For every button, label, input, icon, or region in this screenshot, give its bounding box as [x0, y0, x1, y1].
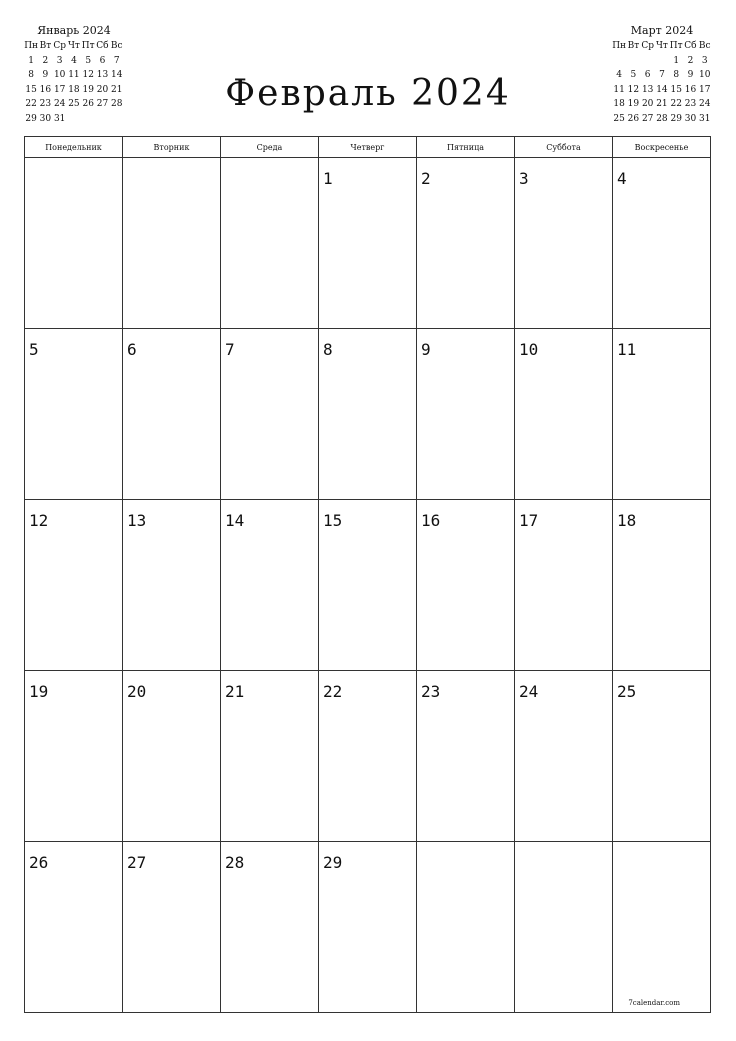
mini-day: 9: [42, 70, 49, 80]
mini-day: 19: [627, 99, 640, 109]
mini-day: [626, 54, 640, 69]
day-cell: [319, 329, 417, 500]
day-cell: [123, 329, 221, 500]
mini-day: 12: [627, 84, 640, 95]
mini-day: 15: [25, 84, 37, 95]
mini-day: 28: [111, 99, 123, 109]
mini-day: 2: [42, 55, 49, 66]
day-cell: [25, 842, 123, 1013]
day-number: 23: [421, 682, 441, 701]
day-cell: [515, 671, 613, 842]
day-number: 15: [323, 511, 343, 530]
mini-day: 20: [96, 84, 109, 95]
mini-day: 28: [656, 113, 668, 124]
day-cell: [25, 500, 123, 671]
mini-day: 26: [82, 99, 94, 109]
mini-weekday-label: Пт: [81, 41, 95, 51]
calendar-week-row: [25, 329, 711, 500]
mini-day: 14: [111, 70, 123, 80]
mini-day: 18: [68, 84, 80, 95]
day-cell: [613, 671, 711, 842]
mini-day: 23: [39, 99, 52, 109]
day-number: 19: [29, 682, 49, 701]
mini-day: 27: [96, 99, 109, 109]
mini-weekday-label: Пт: [669, 41, 683, 51]
footer-credit: 7calendar.com: [628, 999, 680, 1007]
day-cell: [319, 158, 417, 329]
day-cell: [123, 500, 221, 671]
mini-day: 5: [85, 55, 92, 66]
mini-day: 21: [111, 84, 123, 95]
mini-calendar-grid: [24, 39, 124, 126]
mini-day: 24: [53, 99, 66, 109]
mini-weekday-label: Сб: [684, 41, 697, 51]
mini-day: [95, 112, 109, 127]
day-number: 25: [617, 682, 637, 701]
day-number: [25, 158, 122, 169]
mini-day: 18: [613, 99, 625, 109]
day-number: 24: [519, 682, 539, 701]
mini-day: 20: [641, 99, 654, 109]
day-number: 3: [519, 169, 529, 188]
weekday-header-sun: Воскресенье: [613, 137, 711, 158]
mini-day: 3: [56, 55, 63, 66]
mini-day: [641, 54, 655, 69]
day-number: 29: [323, 853, 343, 872]
mini-day: 10: [699, 70, 711, 80]
day-number: 9: [421, 340, 431, 359]
mini-day: 17: [699, 84, 711, 95]
day-cell: [221, 842, 319, 1013]
calendar-week-row: [25, 158, 711, 329]
mini-day: [612, 54, 626, 69]
day-cell: [417, 671, 515, 842]
mini-day: 1: [673, 55, 680, 66]
calendar-week-row: [25, 671, 711, 842]
day-cell: [123, 671, 221, 842]
day-number: 1: [323, 169, 333, 188]
mini-day: 2: [687, 55, 694, 66]
mini-day: 3: [701, 55, 708, 66]
page-title: Февраль 2024: [225, 73, 511, 114]
day-cell: [123, 158, 221, 329]
day-cell: [319, 500, 417, 671]
day-number: 12: [29, 511, 49, 530]
day-cell: [417, 158, 515, 329]
day-number: 2: [421, 169, 431, 188]
mini-day: 16: [39, 84, 52, 95]
mini-weekday-label: Чт: [67, 41, 80, 51]
day-number: 8: [323, 340, 333, 359]
day-number: 20: [127, 682, 147, 701]
mini-calendar-march: [612, 24, 712, 126]
mini-day: 23: [684, 99, 697, 109]
day-number: 14: [225, 511, 245, 530]
weekday-header-fri: Пятница: [417, 137, 515, 158]
day-number: 7: [225, 340, 235, 359]
calendar-weeks: [25, 158, 711, 1013]
day-cell: [515, 158, 613, 329]
mini-day: [110, 112, 124, 127]
mini-day: 24: [699, 99, 711, 109]
mini-weekday-label: Пн: [24, 41, 39, 51]
day-number: 10: [519, 340, 539, 359]
weekday-header-tue: Вторник: [123, 137, 221, 158]
mini-weekday-label: Ср: [53, 41, 66, 51]
mini-day: 7: [659, 70, 665, 80]
mini-day: 5: [630, 70, 637, 80]
mini-calendar-grid: [612, 39, 712, 126]
mini-day: 31: [53, 113, 66, 124]
day-cell: [319, 671, 417, 842]
day-number: [417, 842, 514, 853]
day-cell: [613, 329, 711, 500]
day-number: 13: [127, 511, 147, 530]
mini-day: 30: [39, 113, 52, 124]
weekday-header-wed: Среда: [221, 137, 319, 158]
day-number: 5: [29, 340, 39, 359]
mini-day: 4: [616, 70, 622, 80]
mini-day: 19: [82, 84, 94, 95]
mini-day: 22: [670, 99, 682, 109]
day-cell: [515, 500, 613, 671]
day-number: [515, 842, 612, 853]
mini-day: 30: [684, 113, 697, 124]
mini-weekday-label: Вс: [110, 41, 123, 51]
day-cell: [613, 158, 711, 329]
mini-calendar-title: Март 2024: [630, 24, 694, 37]
day-cell: [319, 842, 417, 1013]
mini-day: 10: [53, 70, 66, 80]
mini-day: 9: [687, 70, 694, 80]
calendar-week-row: [25, 842, 711, 1013]
mini-weekday-label: Ср: [641, 41, 654, 51]
day-number: 4: [617, 169, 627, 188]
day-cell: [221, 158, 319, 329]
mini-weekday-label: Сб: [96, 41, 109, 51]
mini-day: 8: [28, 70, 34, 80]
mini-day: 12: [82, 70, 94, 80]
day-cell: [25, 158, 123, 329]
mini-day: 11: [613, 84, 625, 95]
mini-weekday-label: Вт: [627, 41, 640, 51]
mini-day: 31: [699, 113, 711, 124]
weekday-header-row: [25, 137, 711, 158]
day-cell: [515, 842, 613, 1013]
day-number: 18: [617, 511, 637, 530]
mini-day: 17: [53, 84, 66, 95]
day-cell: [417, 329, 515, 500]
mini-day: 11: [68, 70, 80, 80]
mini-day: 15: [670, 84, 682, 95]
day-cell: [515, 329, 613, 500]
mini-day: 6: [99, 55, 106, 66]
mini-day: 14: [656, 84, 668, 95]
mini-day: [81, 112, 95, 127]
day-cell: [25, 329, 123, 500]
day-number: 28: [225, 853, 245, 872]
day-number: 26: [29, 853, 49, 872]
mini-day: [655, 54, 669, 69]
mini-day: 27: [641, 113, 654, 124]
day-cell: [221, 671, 319, 842]
mini-day: 16: [684, 84, 697, 95]
day-number: [123, 158, 220, 169]
mini-weekday-label: Вс: [698, 41, 711, 51]
mini-day: 22: [25, 99, 37, 109]
weekday-header-sat: Суббота: [515, 137, 613, 158]
weekday-header-thu: Четверг: [319, 137, 417, 158]
mini-day: 29: [670, 113, 682, 124]
day-cell: [25, 671, 123, 842]
day-cell: [417, 842, 515, 1013]
mini-day: 25: [68, 99, 80, 109]
day-cell: [613, 500, 711, 671]
mini-weekday-label: Пн: [612, 41, 627, 51]
mini-calendar-title: Январь 2024: [37, 24, 111, 37]
day-cell: [123, 842, 221, 1013]
day-cell: [221, 329, 319, 500]
day-cell: [613, 842, 711, 1013]
mini-day: 7: [113, 55, 120, 66]
day-number: [221, 158, 318, 169]
day-cell: [221, 500, 319, 671]
day-number: 22: [323, 682, 343, 701]
mini-day: 6: [644, 70, 651, 80]
mini-day: 26: [627, 113, 640, 124]
day-number: 17: [519, 511, 539, 530]
day-cell: [417, 500, 515, 671]
mini-weekday-label: Вт: [39, 41, 52, 51]
weekday-header-mon: Понедельник: [25, 137, 123, 158]
mini-day: 21: [656, 99, 668, 109]
day-number: 6: [127, 340, 137, 359]
day-number: [613, 842, 710, 853]
day-number: 21: [225, 682, 245, 701]
day-number: 16: [421, 511, 441, 530]
mini-day: 25: [613, 113, 625, 124]
mini-day: 4: [71, 55, 77, 66]
day-number: 11: [617, 340, 637, 359]
mini-weekday-label: Чт: [655, 41, 668, 51]
mini-day: 29: [25, 113, 37, 124]
mini-day: 8: [673, 70, 680, 80]
month-calendar-grid: [24, 136, 711, 1013]
mini-calendar-january: [24, 24, 124, 126]
mini-day: 13: [96, 70, 109, 80]
day-number: 27: [127, 853, 147, 872]
mini-day: 13: [641, 84, 654, 95]
mini-day: [67, 112, 81, 127]
calendar-week-row: [25, 500, 711, 671]
mini-day: 1: [28, 55, 34, 66]
